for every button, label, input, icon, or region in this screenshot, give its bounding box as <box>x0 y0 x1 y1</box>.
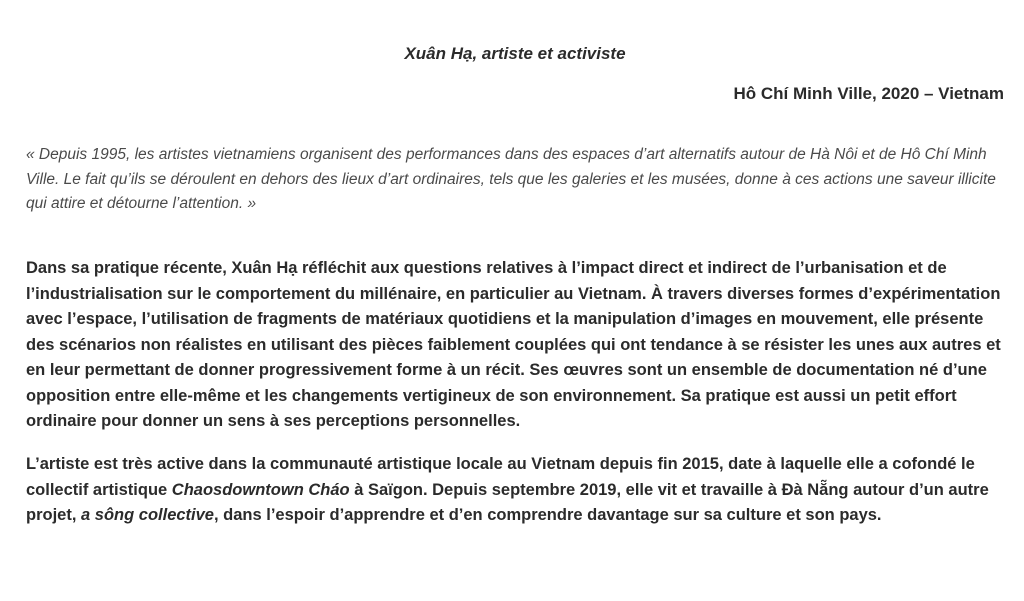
collective-name: Chaosdowntown Cháo <box>171 480 350 499</box>
bio-paragraph-2 <box>26 452 1004 529</box>
location-date: Hô Chí Minh Ville, 2020 – Vietnam <box>733 84 1004 103</box>
bio-paragraph-1: Dans sa pratique récente, Xuân Hạ réfléchit aux questions relatives à l’impact direct et indirect de l’urbanisation et de l’industrialisation sur le comportement du millénaire, en particulier au Vietnam. À travers diverses formes d’expérimentation avec l’espace, l’utilisation de fragments de matériaux quotidiens et la manipulation d’images en mouvement, elle présente des scénarios non réalistes en utilisant des pièces faiblement couplées qui ont tendance à se résister les unes aux autres et en leur permettant de donner progressivement forme à un récit. Ses œuvres sont un ensemble de documentation né d’une opposition entre elle-même et les changements vertigineux de son environnement. Sa pratique est aussi un petit effort ordinaire pour donner un sens à ses perceptions personnelles. <box>26 259 1001 430</box>
paragraph-text: L’artiste est très active dans la communauté artistique locale au Vietnam depuis fin 2015, date à laquelle elle a cofondé le collectif artistique <box>26 455 975 499</box>
paragraph-text: , dans l’espoir d’apprendre et d’en comprendre davantage sur sa culture et son pays. <box>213 506 882 524</box>
quote-paragraph: « Depuis 1995, les artistes vietnamiens organisent des performances dans des espaces d’art alternatifs autour de Hà Nôi et de Hô Chí Minh Ville. Le fait qu’ils se déroulent en dehors des lieux d’art ordinaires, tels que les galeries et les musées, donne à ces actions une saveur illicite qui attire et détourne l’attention. » <box>26 146 996 212</box>
paragraph-text: à Saïgon. Depuis septembre 2019, elle vit et travaille à Đà Nẵng autour d’un autre projet, <box>26 480 989 524</box>
page-title: Xuân Hạ, artiste et activiste <box>404 44 626 63</box>
project-name: a sông collective <box>81 506 214 524</box>
